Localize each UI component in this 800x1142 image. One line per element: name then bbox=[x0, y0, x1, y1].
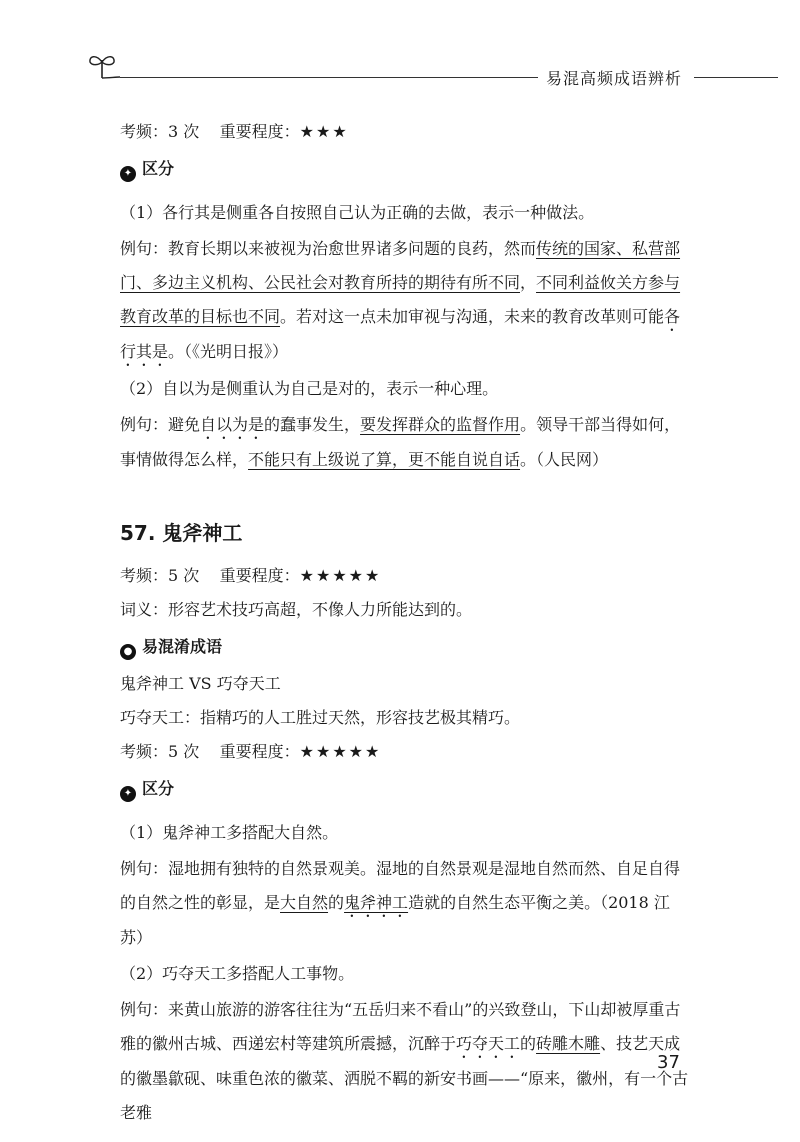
usage-item-2: （2）自以为是侧重认为自己是对的，表示一种心理。 bbox=[120, 379, 499, 398]
emphasized-idiom: 鬼斧神工 bbox=[344, 893, 409, 912]
usage-item-1: （1）各行其是侧重各自按照自己认为正确的去做，表示一种做法。 bbox=[120, 203, 595, 222]
underlined-phrase: 大自然 bbox=[280, 893, 329, 912]
emphasized-idiom: 自以为是 bbox=[200, 415, 265, 434]
frequency-label: 考频：5 次 bbox=[120, 566, 200, 585]
underlined-phrase: 传统的国家、私营部门、多边主义机构、公民社会对教育所持的期待有所不同 bbox=[120, 239, 681, 292]
importance-stars: ★★★★★ bbox=[299, 566, 382, 585]
example-sentence-1: 例句：湿地拥有独特的自然景观美。湿地的自然景观是湿地自然而然、自足自得的自然之性的彰显，是大自然的鬼斧神工造就的自然生态平衡之美。（2018 江苏） bbox=[120, 859, 681, 947]
section-title: 易混淆成语 bbox=[142, 637, 223, 656]
header-rule-right bbox=[694, 77, 778, 78]
page-number: 37 bbox=[657, 1052, 680, 1073]
importance-label: 重要程度： bbox=[219, 742, 300, 761]
example-sentence-2: 例句：来黄山旅游的游客往往为“五岳归来不看山”的兴致登山，下山却被厚重古雅的徽州古城、西递宏村等建筑所震撼，沉醉于巧夺天工的砖雕木雕、技艺天成的徽墨歙砚、味重色浓的徽菜、洒脱不羁的新安书画——“原来，徽州，有一个古老雅 bbox=[120, 1000, 689, 1122]
sprout-icon bbox=[86, 50, 120, 80]
header-title: 易混高频成语辨析 bbox=[546, 69, 683, 88]
frequency-line bbox=[120, 742, 690, 762]
number-badge-icon: ● bbox=[120, 644, 136, 660]
importance-label: 重要程度： bbox=[219, 122, 300, 141]
emphasized-idiom: 巧夺天工 bbox=[456, 1034, 521, 1053]
frequency-line bbox=[120, 566, 690, 586]
frequency-label: 考频：3 次 bbox=[120, 122, 200, 141]
running-header bbox=[0, 0, 800, 110]
importance-label: 重要程度： bbox=[219, 566, 300, 585]
idiom-pair: 鬼斧神工 VS 巧夺天工 bbox=[120, 674, 281, 693]
example-sentence-2: 例句：避免自以为是的蠢事发生，要发挥群众的监督作用。领导干部当得如何，事情做得怎么样，不能只有上级说了算，更不能自说自话。（人民网） bbox=[120, 415, 681, 469]
example-sentence-1: 例句：教育长期以来被视为治愈世界诸多问题的良药，然而传统的国家、私营部门、多边主义机构、公民社会对教育所持的期待有所不同，不同利益攸关方参与教育改革的目标也不同。若对这一点未加审视与沟通，未来的教育改革则可能各行其是。（《光明日报》） bbox=[120, 239, 681, 361]
underlined-phrase: 砖雕木雕 bbox=[536, 1034, 601, 1053]
importance-stars: ★★★ bbox=[299, 122, 349, 141]
underlined-phrase: 不能只有上级说了算，更不能自说自话 bbox=[248, 450, 521, 469]
underlined-phrase: 不同利益攸关方参与教育改革的目标也不同 bbox=[120, 273, 681, 326]
frequency-line bbox=[120, 122, 690, 142]
usage-item-2: （2）巧夺天工多搭配人工事物。 bbox=[120, 964, 355, 983]
section-heading-distinguish bbox=[120, 156, 690, 182]
page-content bbox=[120, 122, 690, 1132]
section-heading-distinguish bbox=[120, 776, 690, 802]
entry-title: 57. 鬼斧神工 bbox=[120, 521, 243, 545]
frequency-label: 考频：5 次 bbox=[120, 742, 200, 761]
section-heading-confusable bbox=[120, 634, 690, 660]
importance-stars: ★★★★★ bbox=[299, 742, 382, 761]
header-rule-left bbox=[120, 77, 538, 78]
underlined-phrase: 要发挥群众的监督作用 bbox=[360, 415, 521, 434]
other-idiom-definition: 巧夺天工：指精巧的人工胜过天然，形容技艺极其精巧。 bbox=[120, 708, 521, 727]
section-title: 区分 bbox=[142, 159, 175, 178]
bullet-icon: ✦ bbox=[120, 786, 136, 802]
section-title: 区分 bbox=[142, 779, 175, 798]
usage-item-1: （1）鬼斧神工多搭配大自然。 bbox=[120, 823, 339, 842]
definition-line: 词义：形容艺术技巧高超，不像人力所能达到的。 bbox=[120, 600, 473, 619]
bullet-icon: ✦ bbox=[120, 166, 136, 182]
emphasized-idiom: 各行其是 bbox=[120, 307, 681, 361]
